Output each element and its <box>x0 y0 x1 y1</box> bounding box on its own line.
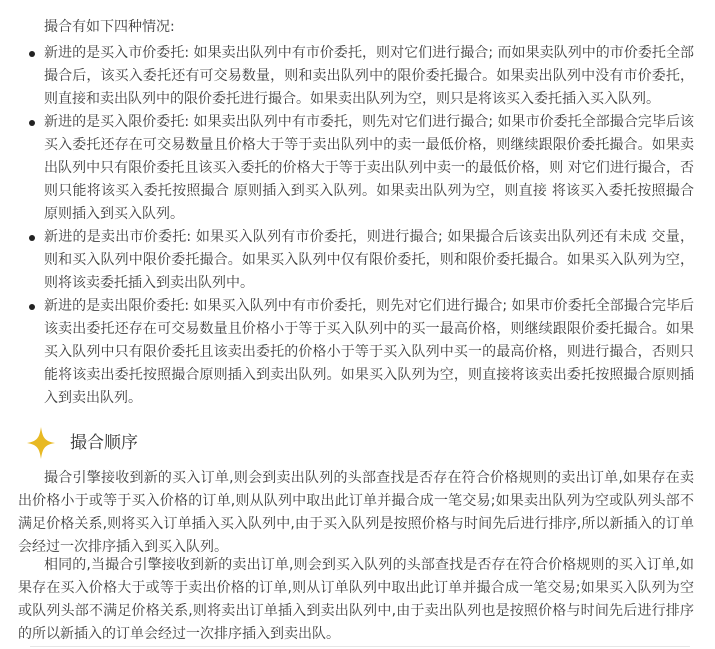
list-item <box>0 295 694 410</box>
section-title: 撮合顺序 <box>70 433 138 453</box>
intro-text: 撮合有如下四种情况: <box>44 19 175 35</box>
list-item <box>0 42 694 111</box>
case-text: 新进的是买入限价委托: 如果卖出队列中有市委托，则先对它们进行撮合; 如果市价委托全部撮合完毕后该买入委托还存在可交易数量且价格大于等于卖出队列中的卖一最低价格，则继续跟限价委托撮合。如果卖出队列中只有限价委托且该买入委托的价格大于等于卖出队列中卖一的最低价格，则 对它们进行撮合，否则只能将该买入委托按照撮合 原则插入到买入队列。如果卖出队列为空，则直接 将该买入委托按照撮合原则插入到买入队列。 <box>44 114 694 222</box>
case-text: 新进的是卖出限价委托: 如果买入队列中有市价委托，则先对它们进行撮合; 如果市价委托全部撮合完毕后该卖出委托还存在可交易数量且价格小于等于买入队列中的买一最高价格，则继续跟限价委托撮合。如果买入队列中只有限价委托且该卖出委托的价格小于等于买入队列中买一的最高价格，则进行撮合，否则只能将该卖出委托按照撮合原则插入到卖出队列。如果买入队列为空，则直接将该卖出委托按照撮合原则插入到卖出队列。 <box>44 298 694 406</box>
list-item <box>0 111 694 226</box>
paragraph-sell-order: 相同的,当撮合引擎接收到新的卖出订单,则会到买入队列的头部查找是否存在符合价格规则的买入订单,如果存在买入价格大于或等于卖出价格的订单,则从订单队列中取出此订单并撮合成一笔交易;如果买入队列为空或队列头部不满足价格关系,则将卖出订单插入到卖出队列中,由于卖出队列也是按照价格与时间先后进行排序的所以新插入的订单会经过一次排序插入到卖出队。 <box>18 557 694 642</box>
paragraph-buy-order: 撮合引擎接收到新的买入订单,则会到卖出队列的头部查找是否存在符合价格规则的卖出订单,如果存在卖出价格小于或等于买入价格的订单,则从队列中取出此订单并撮合成一笔交易;如果卖出队列为空或队列头部不满足价格关系,则将买入订单插入买入队列中,由于买入队列是按照价格与时间先后进行排序,所以新插入的订单会经过一次排序插入到买入队列。 <box>18 470 694 555</box>
matching-cases-list <box>0 42 715 410</box>
bullet-icon <box>29 235 35 241</box>
bullet-icon <box>29 304 35 310</box>
section-heading <box>26 426 686 460</box>
four-point-star-icon <box>26 426 56 460</box>
bullet-icon <box>29 120 35 126</box>
divider <box>30 646 690 647</box>
bullet-icon <box>29 51 35 57</box>
case-text: 新进的是卖出市价委托: 如果买入队列有市价委托，则进行撮合; 如果撮合后该卖出队列还有未成 交量，则和买入队列中限价委托撮合。如果买入队列中仅有限价委托，则和限价委托撮合。如果买入队列为空，则将该卖委托插入到卖出队列中。 <box>44 229 694 291</box>
list-item <box>0 226 694 295</box>
case-text: 新进的是买入市价委托: 如果卖出队列中有市价委托，则对它们进行撮合; 而如果卖队列中的市价委托全部撮合后，该买入委托还有可交易数量，则和卖出队列中的限价委托撮合。如果卖出队列中没有市价委托，则直接和卖出队列中的限价委托进行撮合。如果卖出队列为空，则只是将该买入委托插入买入队列。 <box>44 45 694 107</box>
